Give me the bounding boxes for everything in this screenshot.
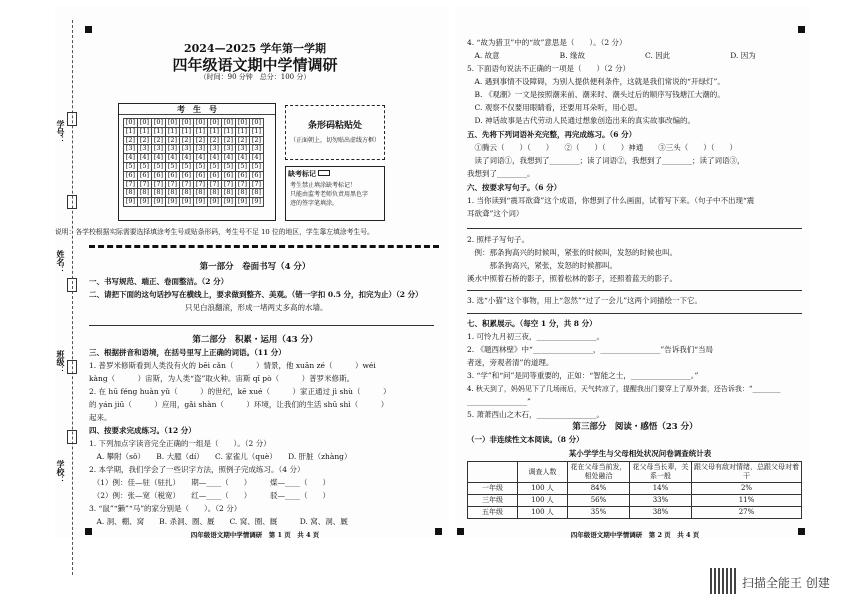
page-2 xyxy=(455,6,810,538)
exam-digit-bubble[interactable]: [3] xyxy=(180,145,194,154)
exam-digit-row xyxy=(124,119,264,128)
exam-digit-bubble[interactable]: [7] xyxy=(124,180,138,189)
absent-note2: 只能由监考老师负责用黑色字 xyxy=(290,191,369,198)
exam-digit-bubble[interactable]: [2] xyxy=(152,136,166,145)
exam-digit-bubble[interactable]: [1] xyxy=(194,127,208,136)
barcode-title: 条形码粘贴处 xyxy=(307,121,362,131)
exam-digit-bubble[interactable]: [0] xyxy=(152,119,166,128)
table-title: 某小学学生与父母相处状况问卷调查统计表 xyxy=(568,449,712,458)
r-sec5-l2: 读了词语①，我想到了________；读了词语②，我想到了________；读了词语③， xyxy=(467,156,745,165)
q4-line2: A. 攀附（sǒ） B. 大臆（dí） C. 家雀儿（què） D. 肝脏（zhàng） xyxy=(89,452,352,461)
p2-q4: 四、按要求完成练习。（12 分） xyxy=(89,426,196,435)
table-cell: 38% xyxy=(630,507,692,519)
r-sec7-l6: ________________” xyxy=(467,397,531,406)
side-label-class: 班级： xyxy=(56,350,66,374)
exam-digit-bubble[interactable]: [4] xyxy=(236,154,250,163)
r-sec6-l2: 耳欲聋”这个词） xyxy=(467,209,524,218)
exam-digit-bubble[interactable]: [9] xyxy=(138,198,152,207)
q3-line5: 起来。 xyxy=(89,413,112,422)
school-year: 2024—2025 学年第一学期 xyxy=(183,42,327,55)
exam-digit-bubble[interactable]: [5] xyxy=(194,162,208,171)
table-header-row xyxy=(468,462,802,483)
exam-digit-bubble[interactable]: [8] xyxy=(208,189,222,198)
r-q5-d: D. 神话故事是古代劳动人民通过想象创造出来的真实故事改编的。 xyxy=(467,116,696,125)
exam-digit-bubble[interactable]: [6] xyxy=(250,171,264,180)
exam-digit-bubble[interactable]: [5] xyxy=(152,162,166,171)
exam-digit-bubble[interactable]: [5] xyxy=(124,162,138,171)
exam-digit-bubble[interactable]: [5] xyxy=(250,162,264,171)
absent-note3: 迹的签字笔填涂。 xyxy=(290,200,339,207)
exam-digit-bubble[interactable]: [5] xyxy=(180,162,194,171)
exam-digit-bubble[interactable]: [4] xyxy=(138,154,152,163)
table-cell: 100 人 xyxy=(518,507,568,519)
exam-digit-bubble[interactable]: [4] xyxy=(194,154,208,163)
side-label-name: 姓名： xyxy=(56,250,66,274)
absent-label: 缺考标记 xyxy=(288,169,316,178)
q4-line3: 2. 本学期，我们学会了一些识字方法，照例子完成练习。（4 分） xyxy=(89,465,305,474)
exam-digit-bubble[interactable]: [9] xyxy=(194,198,208,207)
exam-digit-bubble[interactable]: [9] xyxy=(222,198,236,207)
exam-digit-bubble[interactable]: [6] xyxy=(138,171,152,180)
absent-title xyxy=(286,167,384,181)
exam-digit-bubble[interactable]: [5] xyxy=(222,162,236,171)
table-header-cell: 调查人数 xyxy=(518,462,568,483)
r-q5-a: A. 遇到事情不设障碍，为别人提供便利条件，这就是我们常说的“开绿灯”。 xyxy=(467,77,725,86)
exam-digit-bubble[interactable]: [7] xyxy=(236,180,250,189)
r-sec7-l3: 者迷，旁观者清”的道理。 xyxy=(467,358,554,367)
r-sec7-l2: 2. 《题西林壁》中“________________，________________”告诉我们“当局 xyxy=(467,345,714,354)
exam-digit-bubble[interactable]: [6] xyxy=(208,171,222,180)
exam-digit-row xyxy=(124,198,264,207)
exam-digit-bubble[interactable]: [1] xyxy=(250,127,264,136)
exam-digit-bubble[interactable]: [8] xyxy=(138,189,152,198)
exam-digit-bubble[interactable]: [1] xyxy=(180,127,194,136)
exam-digit-bubble[interactable]: [6] xyxy=(222,171,236,180)
exam-digit-bubble[interactable]: [6] xyxy=(124,171,138,180)
q4-line7: A. 洞、棚、窝 B. 杀洞、圈、厩 C. 窝、圈、厩 D. 窝、洞、厩 xyxy=(89,517,348,526)
exam-digit-bubble[interactable]: [8] xyxy=(250,189,264,198)
r-sec6-l4: 例：那条狗高兴的时候叫，紧张的时候叫，发怒的时候也叫。 xyxy=(467,248,677,257)
binding-mark xyxy=(67,360,77,374)
table-cell: 27% xyxy=(692,507,802,519)
exam-digit-bubble[interactable]: [6] xyxy=(236,171,250,180)
r-q5-b: B. 《观潮》一文是按照潮来前、潮来时、潮头过后的顺序写钱塘江大潮的。 xyxy=(467,90,725,99)
q4-line1: 1. 下列加点字读音完全正确的一组是（ ）。（2 分） xyxy=(89,439,271,448)
table-cell: 100 人 xyxy=(518,495,568,507)
exam-time: （时间：90 分钟 总分：100 分） xyxy=(199,73,311,81)
exam-digit-bubble[interactable]: [7] xyxy=(180,180,194,189)
exam-digit-row xyxy=(124,162,264,171)
q3-line3: 2. 在 hū féng huàn yǔ（ ）的世纪，kē xué（ ）家正通过 jì shù（ ） xyxy=(89,387,391,396)
corner-mark xyxy=(457,528,464,535)
barcode-subtitle: （正面朝上，切勿贴出虚线方框） xyxy=(289,137,380,144)
exam-digit-bubble[interactable]: [1] xyxy=(208,127,222,136)
qr-code-icon xyxy=(710,568,736,594)
r-sec6-l1: 1. 当你读到“震耳欲聋”这个成语，你想到了什么画面，试着写下来。（句子中不出现“震 xyxy=(467,196,755,205)
exam-number-label: 考 生 号 xyxy=(119,104,275,115)
answer-line[interactable] xyxy=(467,228,802,229)
corner-mark xyxy=(435,528,442,535)
binding-mark xyxy=(67,195,77,209)
q4-line5: （2）例：张—宽（税宽） 红—____（ ） 驳—____（ ） xyxy=(89,491,331,500)
r-sec6-l5: 那条狗高兴，紧张，发怒的时候都叫。 xyxy=(467,261,617,270)
exam-digit-bubble[interactable]: [5] xyxy=(166,162,180,171)
answer-line[interactable] xyxy=(467,290,802,291)
side-label-number: 学号： xyxy=(56,120,66,144)
exam-digit-bubble[interactable]: [7] xyxy=(208,180,222,189)
r-q5-c: C. 观察不仅要用眼睛看，还要用耳朵听，用心思。 xyxy=(467,103,643,112)
r-sec6-l3: 2. 照样子写句子。 xyxy=(467,235,530,244)
exam-digit-bubble[interactable]: [9] xyxy=(250,198,264,207)
corner-mark xyxy=(798,26,805,33)
exam-digit-bubble[interactable]: [0] xyxy=(250,119,264,128)
exam-digit-bubble[interactable]: [4] xyxy=(250,154,264,163)
exam-digit-bubble[interactable]: [0] xyxy=(124,119,138,128)
exam-digit-bubble[interactable]: [7] xyxy=(166,180,180,189)
exam-digit-bubble[interactable]: [8] xyxy=(180,189,194,198)
r-sec7-l7: 5. 萧萧西山之木石，________________。 xyxy=(467,410,605,419)
exam-digit-bubble[interactable]: [4] xyxy=(124,154,138,163)
binding-mark xyxy=(67,430,77,444)
watermark-text: 扫描全能王 创建 xyxy=(742,576,830,590)
survey-table xyxy=(467,461,802,519)
part2-heading: 第二部分 积累・运用（43 分） xyxy=(192,335,318,345)
divider xyxy=(89,245,439,248)
r-sec6: 六、按要求写句子。（6 分） xyxy=(467,183,562,192)
exam-digit-bubble[interactable]: [1] xyxy=(152,127,166,136)
exam-digit-bubble[interactable]: [2] xyxy=(180,136,194,145)
table-cell: 一年级 xyxy=(468,483,518,495)
exam-digit-bubble[interactable]: [4] xyxy=(180,154,194,163)
part1-heading: 第一部分 卷面书写（4 分） xyxy=(199,262,311,272)
exam-digit-bubble[interactable]: [6] xyxy=(194,171,208,180)
exam-digit-bubble[interactable]: [1] xyxy=(236,127,250,136)
exam-number-grid[interactable] xyxy=(123,118,264,207)
exam-digit-bubble[interactable]: [2] xyxy=(124,136,138,145)
exam-digit-bubble[interactable]: [0] xyxy=(222,119,236,128)
page-1 xyxy=(55,6,448,538)
exam-digit-bubble[interactable]: [0] xyxy=(194,119,208,128)
r-sec7-l1: 1. 可怜九月初三夜，________________。 xyxy=(467,332,605,341)
table-cell: 2% xyxy=(692,483,802,495)
exam-digit-bubble[interactable]: [7] xyxy=(138,180,152,189)
exam-digit-bubble[interactable]: [5] xyxy=(236,162,250,171)
exam-digit-bubble[interactable]: [8] xyxy=(222,189,236,198)
exam-digit-bubble[interactable]: [6] xyxy=(152,171,166,180)
answer-line[interactable] xyxy=(89,325,434,326)
r-sec5: 五、先将下列词语补充完整，再完成练习。（6 分） xyxy=(467,130,637,139)
corner-mark xyxy=(85,26,92,33)
exam-digit-bubble[interactable]: [8] xyxy=(166,189,180,198)
r-q5: 5. 下面语句说法不正确的一项是（ ）（2 分） xyxy=(467,64,630,73)
r-sec7: 七、积累展示。（每空 1 分，共 8 分） xyxy=(467,319,597,328)
q3-line2: kàng（ ）宙斯，为人类“盗”取火种。宙斯 qǐ pò（ ）普罗米修斯。 xyxy=(89,374,355,383)
table-header-cell xyxy=(468,462,518,483)
q4-line4: （1）例：佳—驻（驻扎） 期—____（ ） 煤—____（ ） xyxy=(89,478,331,487)
exam-digit-bubble[interactable]: [3] xyxy=(250,145,264,154)
exam-digit-bubble[interactable]: [8] xyxy=(236,189,250,198)
table-header-cell: 跟父母有敌对情绪，总跟父母对着干 xyxy=(692,462,802,483)
exam-digit-bubble[interactable]: [2] xyxy=(194,136,208,145)
table-cell: 14% xyxy=(630,483,692,495)
exam-digit-bubble[interactable]: [3] xyxy=(194,145,208,154)
exam-digit-bubble[interactable]: [8] xyxy=(194,189,208,198)
exam-digit-bubble[interactable]: [6] xyxy=(180,171,194,180)
q3-line1: 1. 普罗米修斯看到人类没有火的 bēi cǎn（ ）情景，他 xuān zé（ ）wéi xyxy=(89,361,376,370)
page1-footer: 四年级语文期中学情调研 第 1 页 共 4 页 xyxy=(190,531,320,539)
exam-digit-bubble[interactable]: [5] xyxy=(138,162,152,171)
exam-digit-bubble[interactable]: [3] xyxy=(138,145,152,154)
r-q4-options: A. 故意 B. 缘故 C. 因此 D. 因为 xyxy=(467,51,756,60)
absent-checkbox[interactable] xyxy=(318,170,330,176)
exam-digit-bubble[interactable]: [4] xyxy=(208,154,222,163)
absent-note1: 考生禁止填涂缺考标记！ xyxy=(290,182,357,189)
table-cell: 11% xyxy=(692,495,802,507)
p1-q1: 一、书写规范、端正、卷面整洁。（2 分） xyxy=(89,277,229,286)
page2-footer: 四年级语文期中学情调研 第 2 页 共 4 页 xyxy=(570,531,700,539)
exam-digit-bubble[interactable]: [4] xyxy=(166,154,180,163)
q3-line4: 的 yán jiū（ ）应用，gǎi shàn（ ）环境，让我们的生活 shū shì（ ） xyxy=(89,400,389,409)
p2-q3: 三、根据拼音和语境，在括号里写上正确的词语。（11 分） xyxy=(89,348,286,357)
exam-digit-bubble[interactable]: [3] xyxy=(124,145,138,154)
r-sec6-l7: 3. 选“小猫”这个事物，用上“忽然”“过了一会儿”这两个词描绘一下它。 xyxy=(467,296,703,305)
r-sec6-l6: 溪水中照着石桥的影子，照着松林的影子，还照着蓝天的影子。 xyxy=(467,274,677,283)
barcode-area xyxy=(285,105,385,160)
exam-digit-bubble[interactable]: [2] xyxy=(138,136,152,145)
table-cell: 56% xyxy=(568,495,630,507)
exam-digit-bubble[interactable]: [3] xyxy=(236,145,250,154)
exam-digit-row xyxy=(124,127,264,136)
exam-digit-bubble[interactable]: [4] xyxy=(152,154,166,163)
exam-digit-bubble[interactable]: [0] xyxy=(236,119,250,128)
exam-digit-bubble[interactable]: [8] xyxy=(124,189,138,198)
exam-digit-bubble[interactable]: [3] xyxy=(208,145,222,154)
table-cell: 84% xyxy=(568,483,630,495)
exam-digit-bubble[interactable]: [2] xyxy=(236,136,250,145)
p1-q2: 二、请把下面的这句话抄写在横线上，要求做到整齐、美观。（错一字扣 0.5 分，扣完为止）（2 分） xyxy=(89,290,423,299)
p1-sentence: 只见白浪翻滚，形成一堵两丈多高的水墙。 xyxy=(185,303,328,312)
binding-line xyxy=(72,20,73,575)
exam-digit-bubble[interactable]: [1] xyxy=(138,127,152,136)
exam-digit-bubble[interactable]: [2] xyxy=(222,136,236,145)
exam-digit-bubble[interactable]: [3] xyxy=(222,145,236,154)
binding-mark xyxy=(67,112,77,126)
exam-digit-bubble[interactable]: [1] xyxy=(124,127,138,136)
r-sec7-l4: 3. “学”和“问”是同等重要的，正如：“智能之士，________________。” xyxy=(467,371,699,380)
table-row xyxy=(468,483,802,495)
exam-digit-bubble[interactable]: [9] xyxy=(124,198,138,207)
exam-digit-bubble[interactable]: [5] xyxy=(208,162,222,171)
exam-digit-bubble[interactable]: [9] xyxy=(180,198,194,207)
table-row xyxy=(468,495,802,507)
exam-title: 四年级语文期中学情调研 xyxy=(172,56,338,74)
exam-digit-bubble[interactable]: [9] xyxy=(208,198,222,207)
table-cell: 33% xyxy=(630,495,692,507)
exam-digit-bubble[interactable]: [2] xyxy=(166,136,180,145)
exam-digit-bubble[interactable]: [0] xyxy=(180,119,194,128)
exam-digit-bubble[interactable]: [1] xyxy=(222,127,236,136)
exam-digit-bubble[interactable]: [2] xyxy=(250,136,264,145)
table-cell: 三年级 xyxy=(468,495,518,507)
exam-digit-bubble[interactable]: [6] xyxy=(166,171,180,180)
table-cell: 100 人 xyxy=(518,483,568,495)
absent-box xyxy=(285,166,385,221)
q4-line6: 3. “鼠”“獭”“马”的家分别是（ ）。（2 分） xyxy=(89,504,242,513)
exam-digit-row xyxy=(124,171,264,180)
part3-heading: 第三部分 阅读・感悟（23 分） xyxy=(572,422,698,432)
corner-mark xyxy=(798,528,805,535)
r-sec5-l1: ①腾云（ ）（ ） ②（ ）（ ）神通 ③三头（ ）（ ） xyxy=(467,143,737,152)
exam-digit-bubble[interactable]: [3] xyxy=(152,145,166,154)
r-sec5-l3: 我想到了________。 xyxy=(467,169,535,178)
answer-line[interactable] xyxy=(467,313,802,314)
exam-digit-bubble[interactable]: [9] xyxy=(152,198,166,207)
instruction: 说明：各学校根据实际需要选择填涂考生号或贴条形码，考生号不足 10 位的地区，学生靠左填涂考生号。 xyxy=(55,228,374,236)
binding-mark xyxy=(67,278,77,292)
exam-digit-bubble[interactable]: [7] xyxy=(152,180,166,189)
exam-digit-bubble[interactable]: [3] xyxy=(166,145,180,154)
table-cell: 35% xyxy=(568,507,630,519)
exam-digit-bubble[interactable]: [7] xyxy=(194,180,208,189)
exam-digit-bubble[interactable]: [7] xyxy=(222,180,236,189)
exam-digit-bubble[interactable]: [9] xyxy=(166,198,180,207)
table-row xyxy=(468,507,802,519)
exam-digit-bubble[interactable]: [1] xyxy=(166,127,180,136)
table-cell: 五年级 xyxy=(468,507,518,519)
exam-digit-bubble[interactable]: [7] xyxy=(250,180,264,189)
table-header-cell: 花父母当长辈，关系一般 xyxy=(630,462,692,483)
exam-digit-bubble[interactable]: [9] xyxy=(236,198,250,207)
r-sec7-l5: 4. 秋天到了，妈妈见下了几场雨后，天气转凉了，提醒我出门要穿上了厚外套，还告诉我：“________ xyxy=(467,385,781,393)
sub1-heading: （一）非连续性文本阅读。（8 分） xyxy=(467,435,584,444)
r-q4: 4. “故为猎卫”中的“故”意思是（ ）。（2 分） xyxy=(467,38,627,47)
exam-digit-bubble[interactable]: [0] xyxy=(138,119,152,128)
exam-digit-bubble[interactable]: [2] xyxy=(208,136,222,145)
exam-digit-bubble[interactable]: [0] xyxy=(208,119,222,128)
exam-digit-bubble[interactable]: [8] xyxy=(152,189,166,198)
side-label-school: 学校： xyxy=(56,460,66,484)
exam-digit-bubble[interactable]: [0] xyxy=(166,119,180,128)
exam-digit-bubble[interactable]: [4] xyxy=(222,154,236,163)
corner-mark xyxy=(85,528,92,535)
exam-number-box xyxy=(118,103,276,221)
table-header-cell: 花在父母当前发，相处融洽 xyxy=(568,462,630,483)
